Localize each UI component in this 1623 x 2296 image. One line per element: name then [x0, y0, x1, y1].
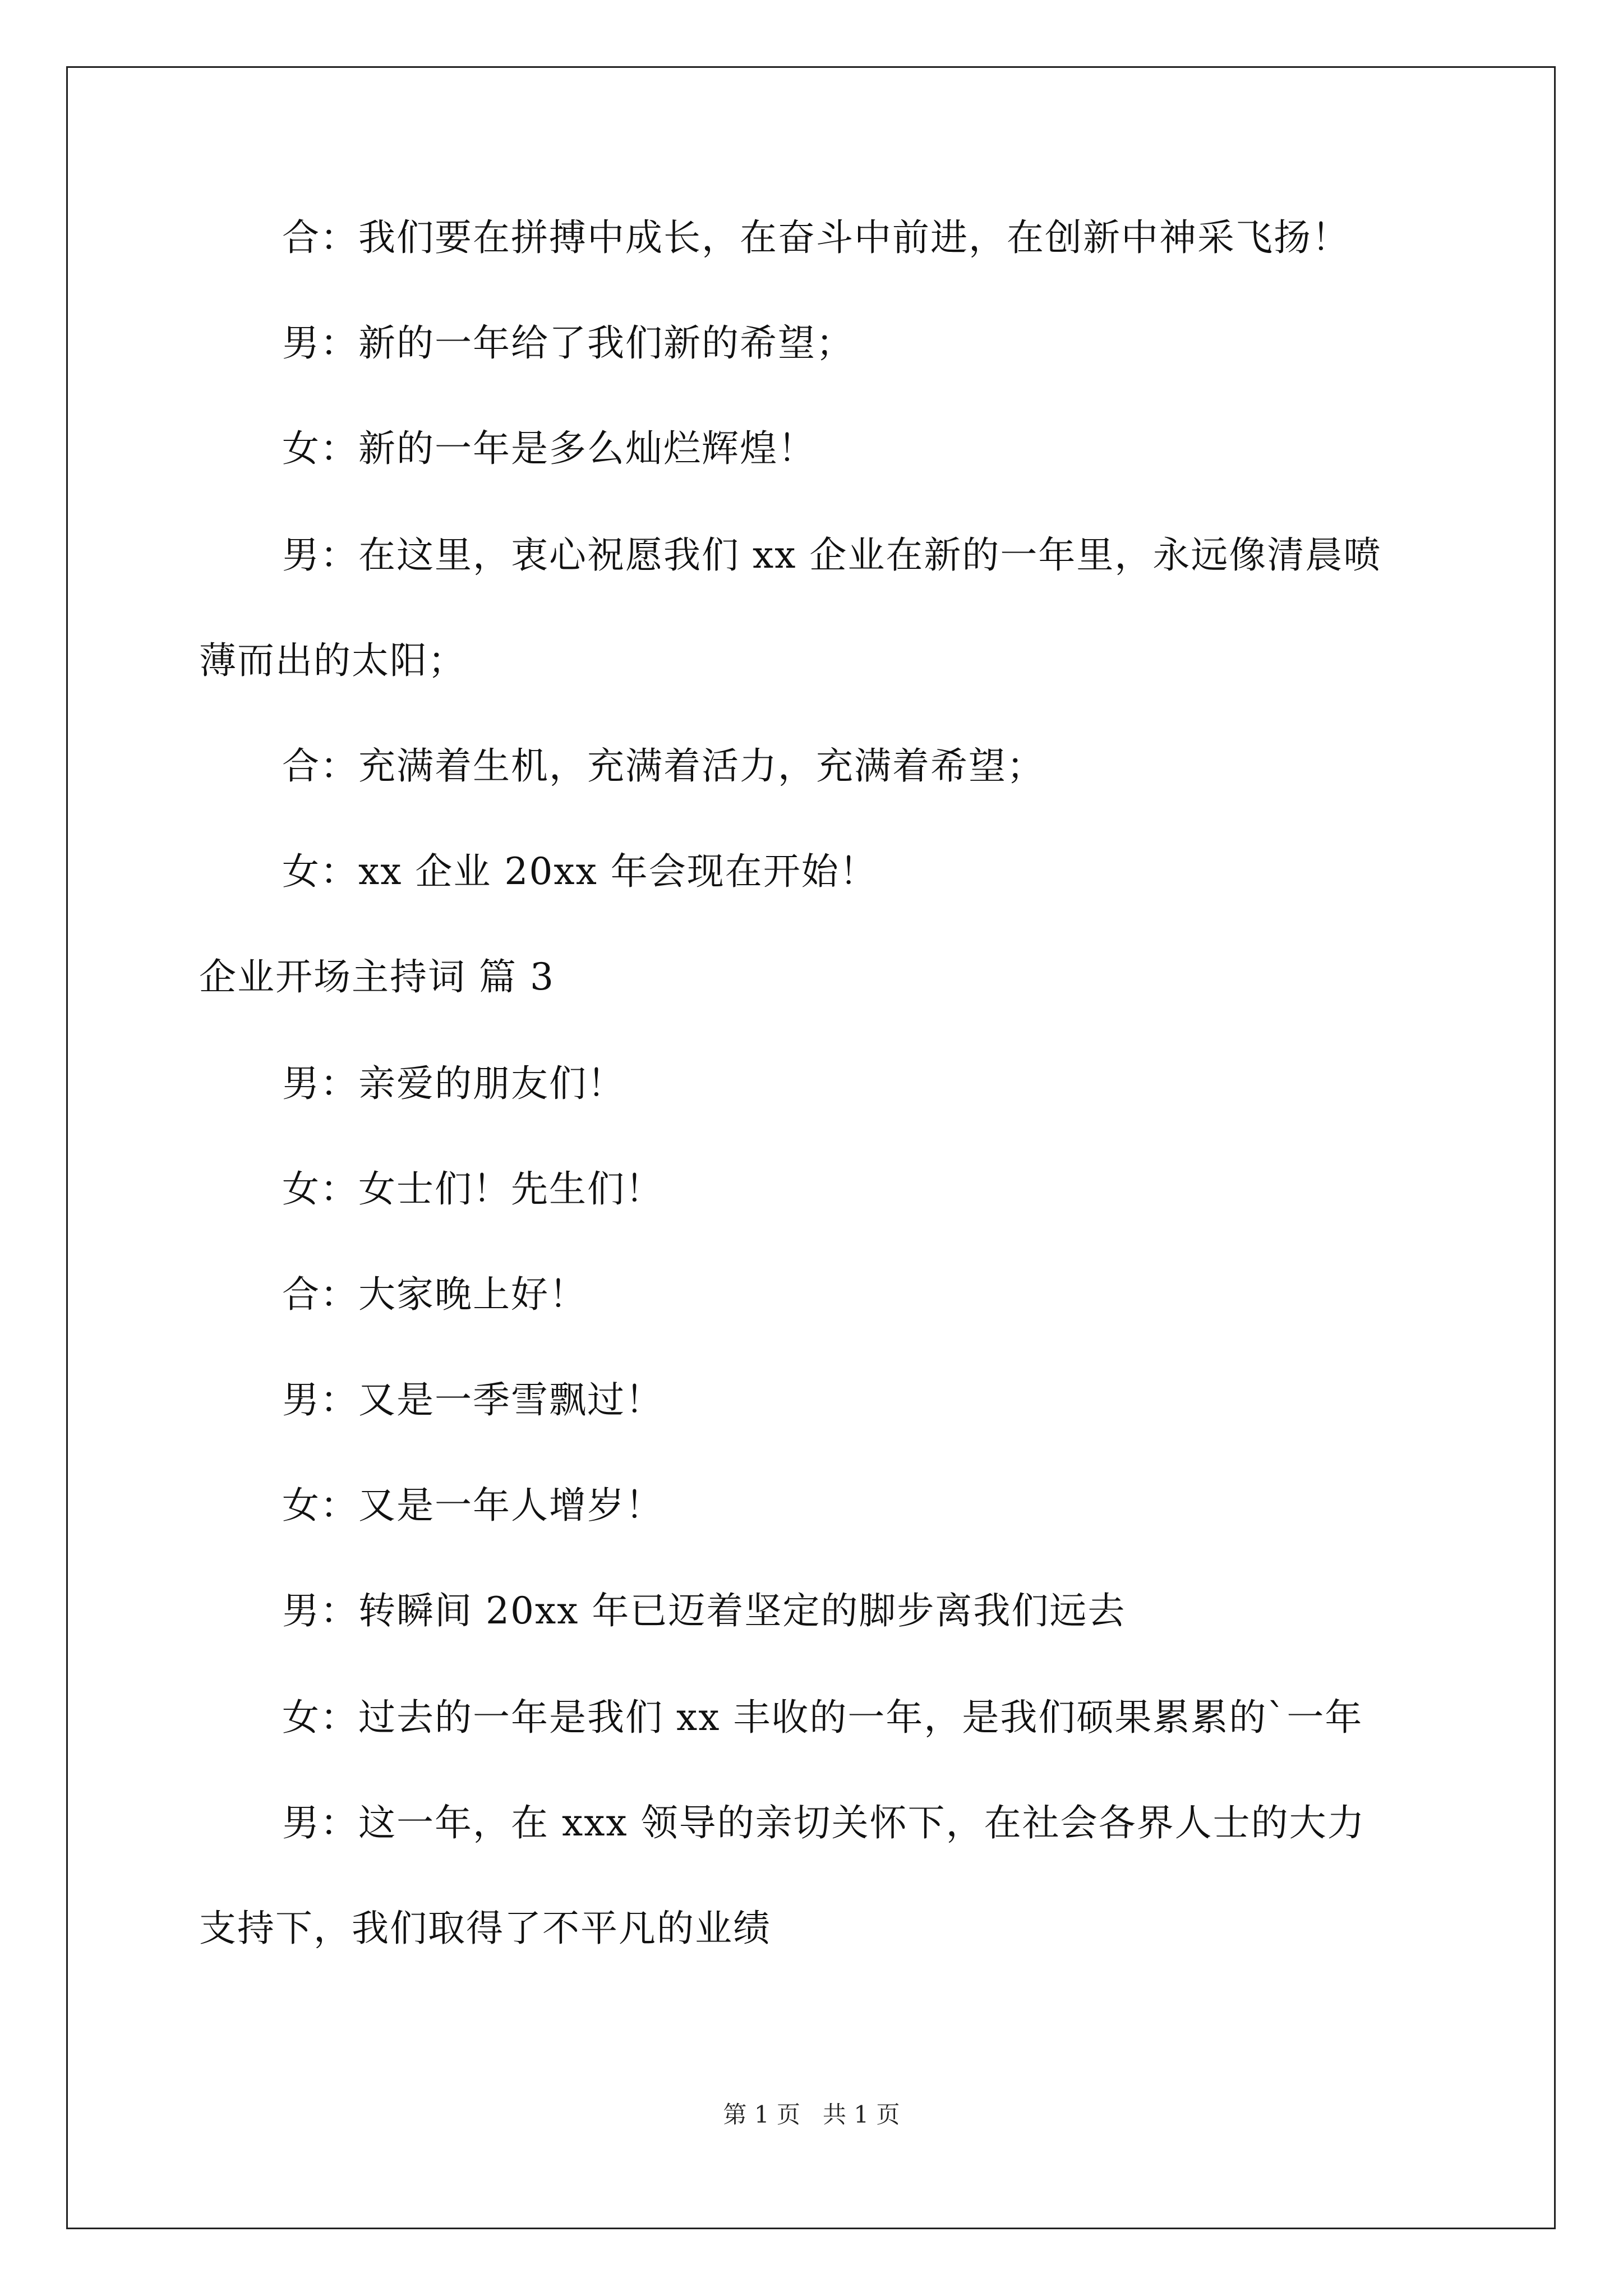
paragraph-line: 女：又是一年人增岁！	[282, 1484, 663, 1527]
paragraph-line: 女：过去的一年是我们 xx 丰收的一年，是我们硕果累累的`一年	[282, 1696, 1363, 1739]
paragraph-line: 薄而出的太阳；	[199, 639, 466, 682]
paragraph-line: 合：充满着生机，充满着活力，充满着希望；	[282, 744, 1045, 788]
paragraph-line: 男：又是一季雪飘过！	[282, 1378, 663, 1421]
paragraph-line: 女：xx 企业 20xx 年会现在开始！	[282, 850, 878, 893]
section-heading: 企业开场主持词 篇 3	[199, 955, 555, 999]
paragraph-line: 男：新的一年给了我们新的希望；	[282, 321, 854, 365]
paragraph-line: 支持下，我们取得了不平凡的业绩	[199, 1907, 771, 1950]
paragraph-line: 合：大家晚上好！	[282, 1273, 587, 1316]
paragraph-line: 男：转瞬间 20xx 年已迈着坚定的脚步离我们远去	[282, 1589, 1126, 1632]
paragraph-line: 男：亲爱的朋友们！	[282, 1062, 625, 1105]
paragraph-line: 合：我们要在拼搏中成长，在奋斗中前进，在创新中神采飞扬！	[282, 216, 1350, 259]
page-footer: 第 1 页 共 1 页	[723, 2101, 900, 2128]
paragraph-line: 女：女士们！先生们！	[282, 1167, 663, 1211]
paragraph-line: 女：新的一年是多么灿烂辉煌！	[282, 427, 816, 470]
paragraph-line: 男：在这里，衷心祝愿我们 xx 企业在新的一年里，永远像清晨喷	[282, 533, 1382, 577]
paragraph-line: 男：这一年，在 xxx 领导的亲切关怀下，在社会各界人士的大力	[282, 1801, 1366, 1844]
